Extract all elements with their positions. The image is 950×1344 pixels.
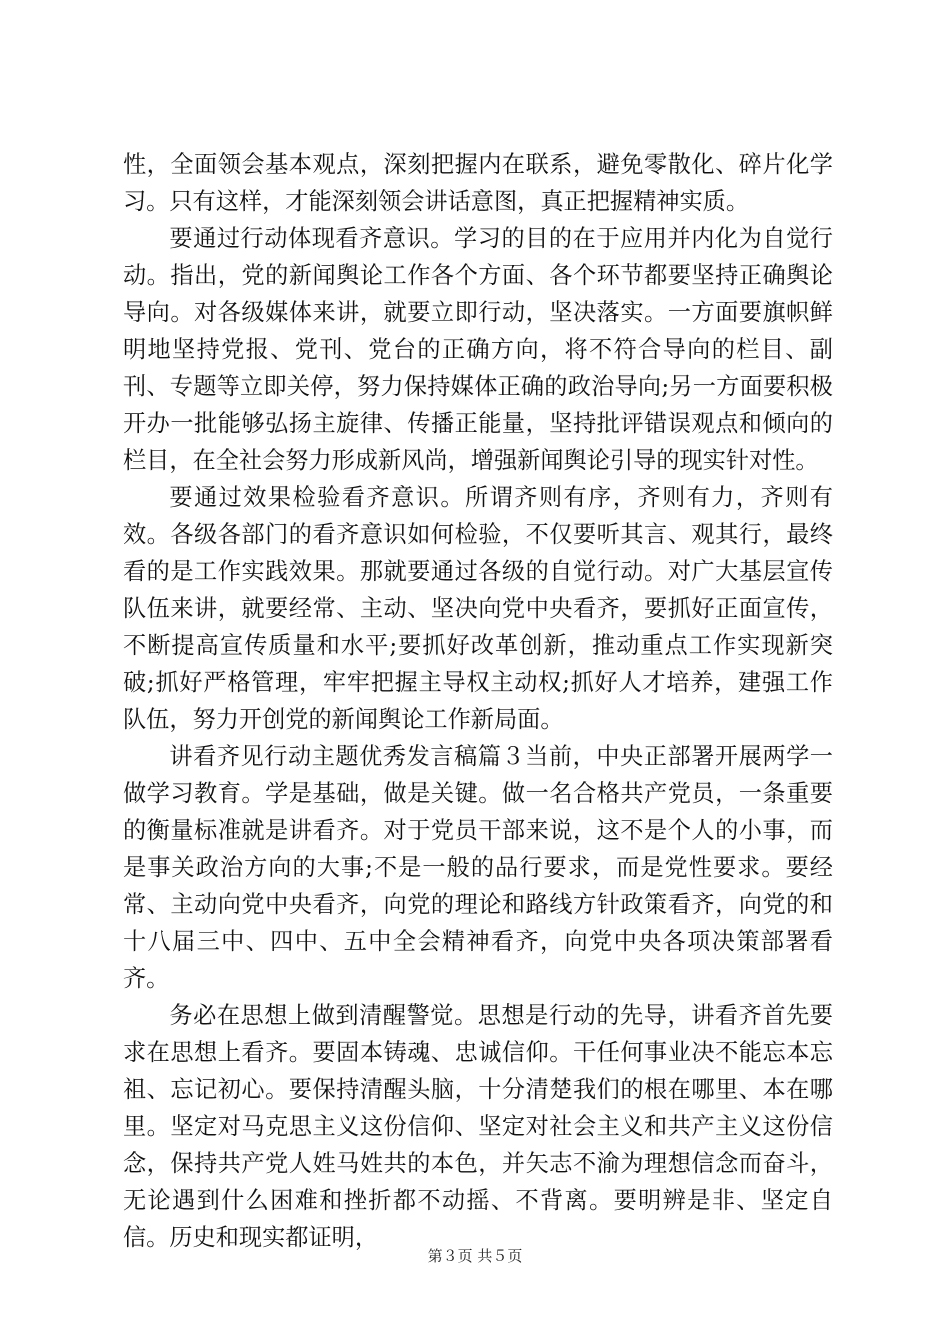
paragraph-action: 要通过行动体现看齐意识。学习的目的在于应用并内化为自觉行动。指出，党的新闻舆论工作各个方面、各个环节都要坚持正确舆论导向。对各级媒体来讲，就要立即行动，坚决落实。一方面要旗帜鲜明地坚持党报、党刊、党台的正确方向，将不符合导向的栏目、副刊、专题等立即关停，努力保持媒体正确的政治导向;另一方面要积极开办一批能够弘扬主旋律、传播正能量，坚持批评错误观点和倾向的栏目，在全社会努力形成新风尚，增强新闻舆论引导的现实针对性。 — [123, 225, 833, 474]
paragraph-continuation: 性，全面领会基本观点，深刻把握内在联系，避免零散化、碎片化学习。只有这样，才能深刻领会讲话意图，真正把握精神实质。 — [123, 151, 833, 215]
page-number-footer: 第３页 共５页 — [427, 1247, 523, 1265]
paragraph-thought: 务必在思想上做到清醒警觉。思想是行动的先导，讲看齐首先要求在思想上看齐。要固本铸魂、忠诚信仰。干任何事业决不能忘本忘祖、忘记初心。要保持清醒头脑，十分清楚我们的根在哪里、本在哪里。坚定对马克思主义这份信仰、坚定对社会主义和共产主义这份信念，保持共产党人姓马姓共的本色，并矢志不渝为理想信念而奋斗，无论遇到什么困难和挫折都不动摇、不背离。要明辨是非、坚定自信。历史和现实都证明， — [123, 1002, 833, 1251]
paragraph-speech-3: 讲看齐见行动主题优秀发言稿篇３当前，中央正部署开展两学一做学习教育。学是基础，做是关键。做一名合格共产党员，一条重要的衡量标准就是讲看齐。对于党员干部来说，这不是个人的小事，而是事关政治方向的大事;不是一般的品行要求，而是党性要求。要经常、主动向党中央看齐，向党的理论和路线方针政策看齐，向党的和十八届三中、四中、五中全会精神看齐，向党中央各项决策部署看齐。 — [123, 743, 833, 992]
document-body — [123, 146, 833, 1256]
paragraph-effect: 要通过效果检验看齐意识。所谓齐则有序，齐则有力，齐则有效。各级各部门的看齐意识如何检验，不仅要听其言、观其行，最终看的是工作实践效果。那就要通过各级的自觉行动。对广大基层宣传队伍来讲，就要经常、主动、坚决向党中央看齐，要抓好正面宣传，不断提高宣传质量和水平;要抓好改革创新，推动重点工作实现新突破;抓好严格管理，牢牢把握主导权主动权;抓好人才培养，建强工作队伍，努力开创党的新闻舆论工作新局面。 — [123, 484, 833, 733]
